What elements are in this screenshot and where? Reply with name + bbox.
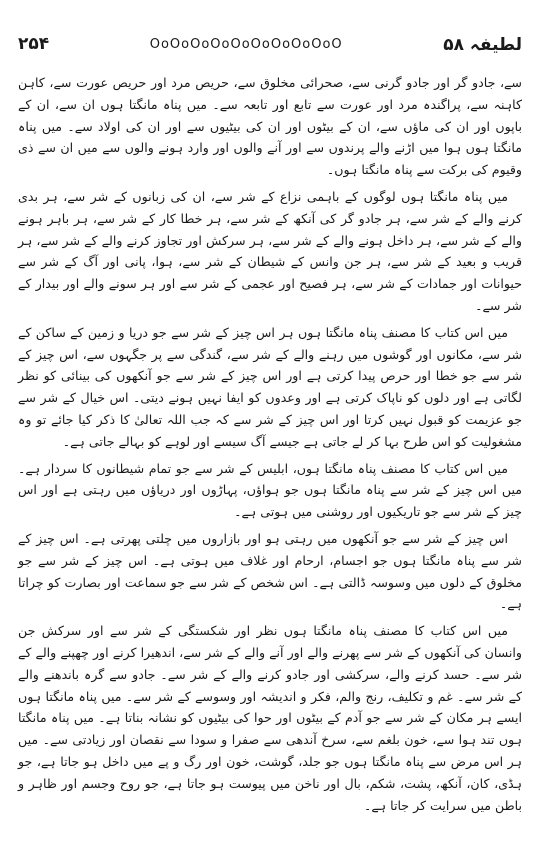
page-header [18, 30, 522, 58]
paragraph: میں اس کتاب کا مصنف پناہ مانگتا ہوں ہر اس چیز کے شر سے جو دریا و زمین کے ساکن کے شر سے، مکانوں اور گوشوں میں رہنے والے کے شر سے، گندگی سے پر جگہوں سے، اس چیز کے شر سے جو خطا اور حرص پیدا کرتی ہے اور اس چیز کے شر سے جو آنکھوں کی بینائی کو نظر لگاتی ہے اور دلوں کو ناپاک کرتی ہے اور وعدوں کو ایفا نہیں ہونے دیتی۔ اس خیال کے شر سے جو عزیمت کو قبول نہیں کرتا اور اس چیز کے شر سے کہ جب اللہ تعالیٰ کا ذکر کیا جائے تو وہ مشغولیت کو اس طرح بہا کر لے جاتی ہے جیسے آگ سیسے اور لوہے کو بہالے جاتی ہے۔ [18, 324, 522, 449]
section-title: لطیفہ ۵۸ [443, 34, 522, 55]
paragraph: میں اس کتاب کا مصنف پناہ مانگتا ہوں نظر اور شکستگی کے شر سے اور سرکش جن وانسان کی آنکھوں کے شر سے پھرنے والے اور آنے والے کے شر سے، اندھیرا کرنے اور چھپنے والے کے شر سے۔ حسد کرنے والے، سرکشی اور جادو کرنے والے کے شر سے۔ جادو سے گرہ باندھنے والے کے شر سے۔ غم و تکلیف، رنج والم، فکر و اندیشہ اور وسوسے کے شر سے۔ میں پناہ مانگتا ہوں ایسے ہر مکان کے شر سے جو آدم کے بیٹوں اور حوا کی بیٹیوں کو نشانہ بناتا ہے۔ میں پناہ مانگتا ہوں تند ہوا سے، خون بلغم سے، سرخ آندھی سے صفرا و سودا سے نقصان اور زیادتی سے۔ میں ہر اس مرض سے پناہ مانگتا ہوں جو جلد، گوشت، خون اور رگ و پے میں داخل ہو جاتا ہے، جو ہڈی، کان، آنکھ، پشت، شکم، بال اور ناخن میں پیوست ہو جاتا ہے، جو روح وجسم اور ظاہر و باطن میں سرایت کر جاتا ہے۔ [18, 623, 522, 813]
paragraph: اس چیز کے شر سے جو آنکھوں میں رہتی ہو اور بازاروں میں چلتی پھرتی ہے۔ اس چیز کے شر سے پناہ مانگتا ہوں جو اجسام، ارحام اور غلاف میں ہوتی ہے۔ اس چیز کے شر سے جو مخلوق کے دلوں میں وسوسہ ڈالتی ہے۔ اس شخص کے شر سے جو سماعت اور بصارت کو چراتا ہے۔ [18, 530, 522, 612]
paragraph: میں اس کتاب کا مصنف پناہ مانگتا ہوں، ابلیس کے شر سے جو تمام شیطانوں کا سردار ہے۔ میں اس چیز کے شر سے پناہ مانگتا ہوں جو ہواؤں، پہاڑوں اور دریاؤں میں رہتی ہے اور اس چیز کے شر سے جو تاریکیوں اور روشنی میں ہوتی ہے۔ [18, 460, 522, 520]
paragraph: سے، جادو گر اور جادو گرنی سے، صحرائی مخلوق سے، حریص مرد اور حریص عورت سے، کاہن کاہنہ سے، پراگندہ مرد اور عورت سے تابع اور تابعہ سے۔ میں پناہ مانگتا ہوں ان سے، ان کے باپوں اور ان کی ماؤں سے، ان کے بیٹوں اور ان کی بیٹیوں سے اور ان کی اولاد سے۔ میں پناہ مانگتا ہوں ہوا میں اڑنے والے پرندوں سے اور آنے والوں اور وارد ہونے والوں سے میں ان سے ذی وقیوم کی برکت سے پناہ مانگتا ہوں۔ [18, 75, 522, 178]
header-ornament: OoOoOoOoOoOoOoOoOoO [149, 36, 343, 52]
page-number: ۲۵۴ [18, 34, 50, 54]
paragraph: میں پناہ مانگتا ہوں لوگوں کے باہمی نزاع کے شر سے، ان کی زبانوں کے شر سے، ہر بدی کرنے والے کے شر سے، ہر جادو گر کی آنکھ کے شر سے، ہر خطا کار کے شر سے، ہر باہر ہونے والے کے شر سے، ہر داخل ہونے والے کے شر سے، ہر سرکش اور تجاوز کرنے والے کے شر سے، ہر قریب و بعید کے شر سے، ہر جن وانس کے شیطان کے شر سے، ہوا، پانی اور آگ کے شر سے حیوانات اور جمادات کے شر سے، ہر فصیح اور عجمی کے شر سے اور ہر سونے والے اور بیدار کے شر سے۔ [18, 188, 522, 313]
body-text [18, 72, 522, 825]
